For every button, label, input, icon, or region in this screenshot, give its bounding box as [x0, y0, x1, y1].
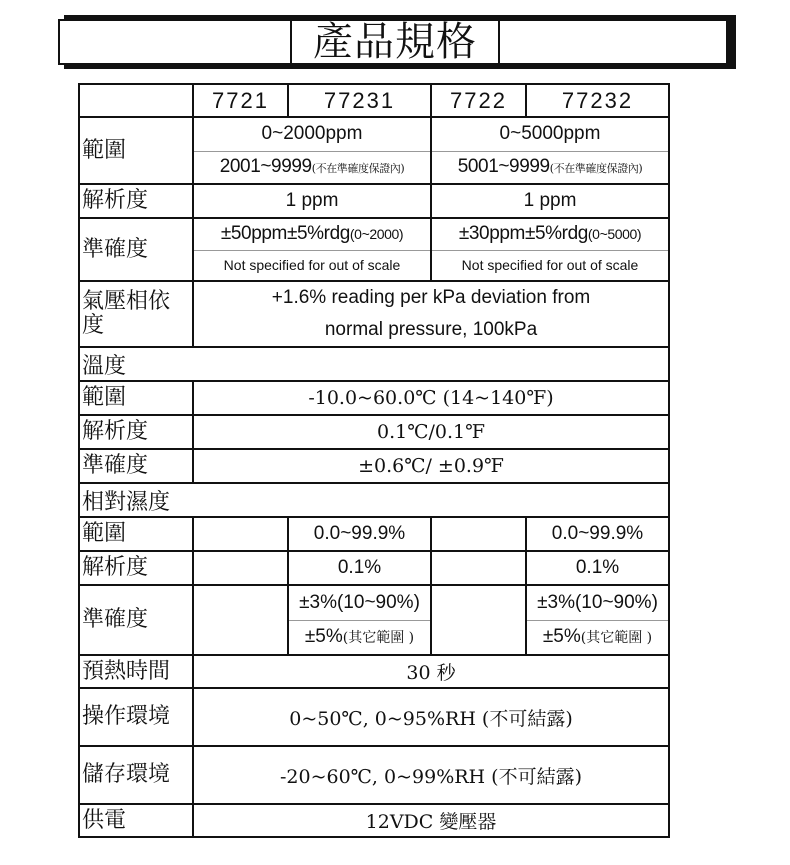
- warmup-label: 預熱時間: [79, 655, 193, 688]
- co2-ext-a-value: 2001~9999: [219, 156, 312, 178]
- co2-oos-b: Not specified for out of scale: [431, 250, 669, 281]
- co2-oos-a: Not specified for out of scale: [193, 250, 431, 281]
- humidity-range-77232: 0.0~99.9%: [526, 517, 669, 551]
- humidity-accuracy-77231-a: ±3%(10~90%): [288, 585, 431, 620]
- humidity-acc2-note-b: (其它範圍 ): [580, 630, 653, 647]
- humidity-acc2-note: (其它範圍 ): [342, 630, 415, 647]
- co2-ext-b-note: (不在準確度保證內): [549, 162, 643, 176]
- page-title: 產品規格: [290, 18, 500, 68]
- humidity-resolution-label: 解析度: [79, 551, 193, 585]
- model-7721: 7721: [193, 84, 288, 117]
- humidity-group-label: 相對濕度: [79, 483, 669, 517]
- humidity-resolution-77231: 0.1%: [288, 551, 431, 585]
- humidity-resolution-7721: [193, 551, 288, 585]
- model-77231: 77231: [288, 84, 431, 117]
- operating-row: [79, 688, 669, 746]
- humidity-range-row: [79, 517, 669, 551]
- temperature-group-row: [79, 347, 669, 381]
- storage-row: [79, 746, 669, 804]
- warmup-row: [79, 655, 669, 688]
- power-label: 供電: [79, 804, 193, 837]
- co2-accuracy-b: [431, 218, 669, 250]
- temperature-accuracy-row: [79, 449, 669, 483]
- co2-ext-b: [431, 151, 669, 184]
- humidity-accuracy-label: 準確度: [79, 585, 193, 655]
- co2-range-a: 0~2000ppm: [193, 117, 431, 151]
- co2-accuracy-b-value: ±30ppm±5%rdg: [458, 223, 588, 245]
- humidity-range-7722: [431, 517, 526, 551]
- humidity-range-7721: [193, 517, 288, 551]
- humidity-acc2-value-b: ±5%: [542, 626, 581, 648]
- operating-value: 0~50℃, 0~95%RH (不可結露): [193, 688, 669, 746]
- co2-resolution-b: 1 ppm: [431, 184, 669, 218]
- temperature-resolution-value: 0.1℃/0.1℉: [193, 415, 669, 449]
- co2-accuracy-label: 準確度: [79, 218, 193, 281]
- power-row: [79, 804, 669, 837]
- humidity-group-row: [79, 483, 669, 517]
- header-row: [79, 84, 669, 117]
- humidity-accuracy-77232-a: ±3%(10~90%): [526, 585, 669, 620]
- co2-range-row: [79, 117, 669, 151]
- co2-accuracy-b-range: (0~5000): [587, 226, 642, 243]
- pressure-row: [79, 281, 669, 347]
- humidity-range-label: 範圍: [79, 517, 193, 551]
- operating-label: 操作環境: [79, 688, 193, 746]
- header-blank: [79, 84, 193, 117]
- humidity-resolution-row: [79, 551, 669, 585]
- humidity-accuracy-7722: [431, 585, 526, 655]
- co2-accuracy-a: [193, 218, 431, 250]
- spec-table: [78, 83, 670, 838]
- co2-accuracy-a-range: (0~2000): [349, 226, 404, 243]
- co2-resolution-label: 解析度: [79, 184, 193, 218]
- humidity-accuracy-7721: [193, 585, 288, 655]
- power-value: 12VDC 變壓器: [193, 804, 669, 837]
- storage-label: 儲存環境: [79, 746, 193, 804]
- co2-range-b: 0~5000ppm: [431, 117, 669, 151]
- humidity-acc2-value: ±5%: [304, 626, 343, 648]
- co2-ext-a: [193, 151, 431, 184]
- model-77232: 77232: [526, 84, 669, 117]
- co2-ext-a-note: (不在準確度保證內): [311, 162, 405, 176]
- humidity-range-77231: 0.0~99.9%: [288, 517, 431, 551]
- temperature-resolution-row: [79, 415, 669, 449]
- pressure-line2: normal pressure, 100kPa: [324, 319, 538, 340]
- title-box: [58, 19, 728, 65]
- humidity-resolution-7722: [431, 551, 526, 585]
- co2-accuracy-row: [79, 218, 669, 250]
- pressure-line1: +1.6% reading per kPa deviation from: [271, 287, 591, 308]
- humidity-resolution-77232: 0.1%: [526, 551, 669, 585]
- temperature-resolution-label: 解析度: [79, 415, 193, 449]
- humidity-accuracy-77231-b: [288, 620, 431, 655]
- model-7722: 7722: [431, 84, 526, 117]
- co2-accuracy-a-value: ±50ppm±5%rdg: [220, 223, 350, 245]
- temperature-range-value: -10.0~60.0℃ (14~140℉): [193, 381, 669, 415]
- storage-value: -20~60℃, 0~99%RH (不可結露): [193, 746, 669, 804]
- co2-range-label: 範圍: [79, 117, 193, 184]
- humidity-accuracy-77232-b: [526, 620, 669, 655]
- warmup-value: 30 秒: [193, 655, 669, 688]
- temperature-accuracy-value: ±0.6℃/ ±0.9℉: [193, 449, 669, 483]
- temperature-group-label: 溫度: [79, 347, 669, 381]
- temperature-range-label: 範圍: [79, 381, 193, 415]
- pressure-value: [193, 281, 669, 347]
- temperature-accuracy-label: 準確度: [79, 449, 193, 483]
- temperature-range-row: [79, 381, 669, 415]
- pressure-label: 氣壓相依度: [79, 281, 193, 347]
- humidity-accuracy-row: [79, 585, 669, 620]
- co2-resolution-a: 1 ppm: [193, 184, 431, 218]
- co2-resolution-row: [79, 184, 669, 218]
- co2-ext-b-value: 5001~9999: [457, 156, 550, 178]
